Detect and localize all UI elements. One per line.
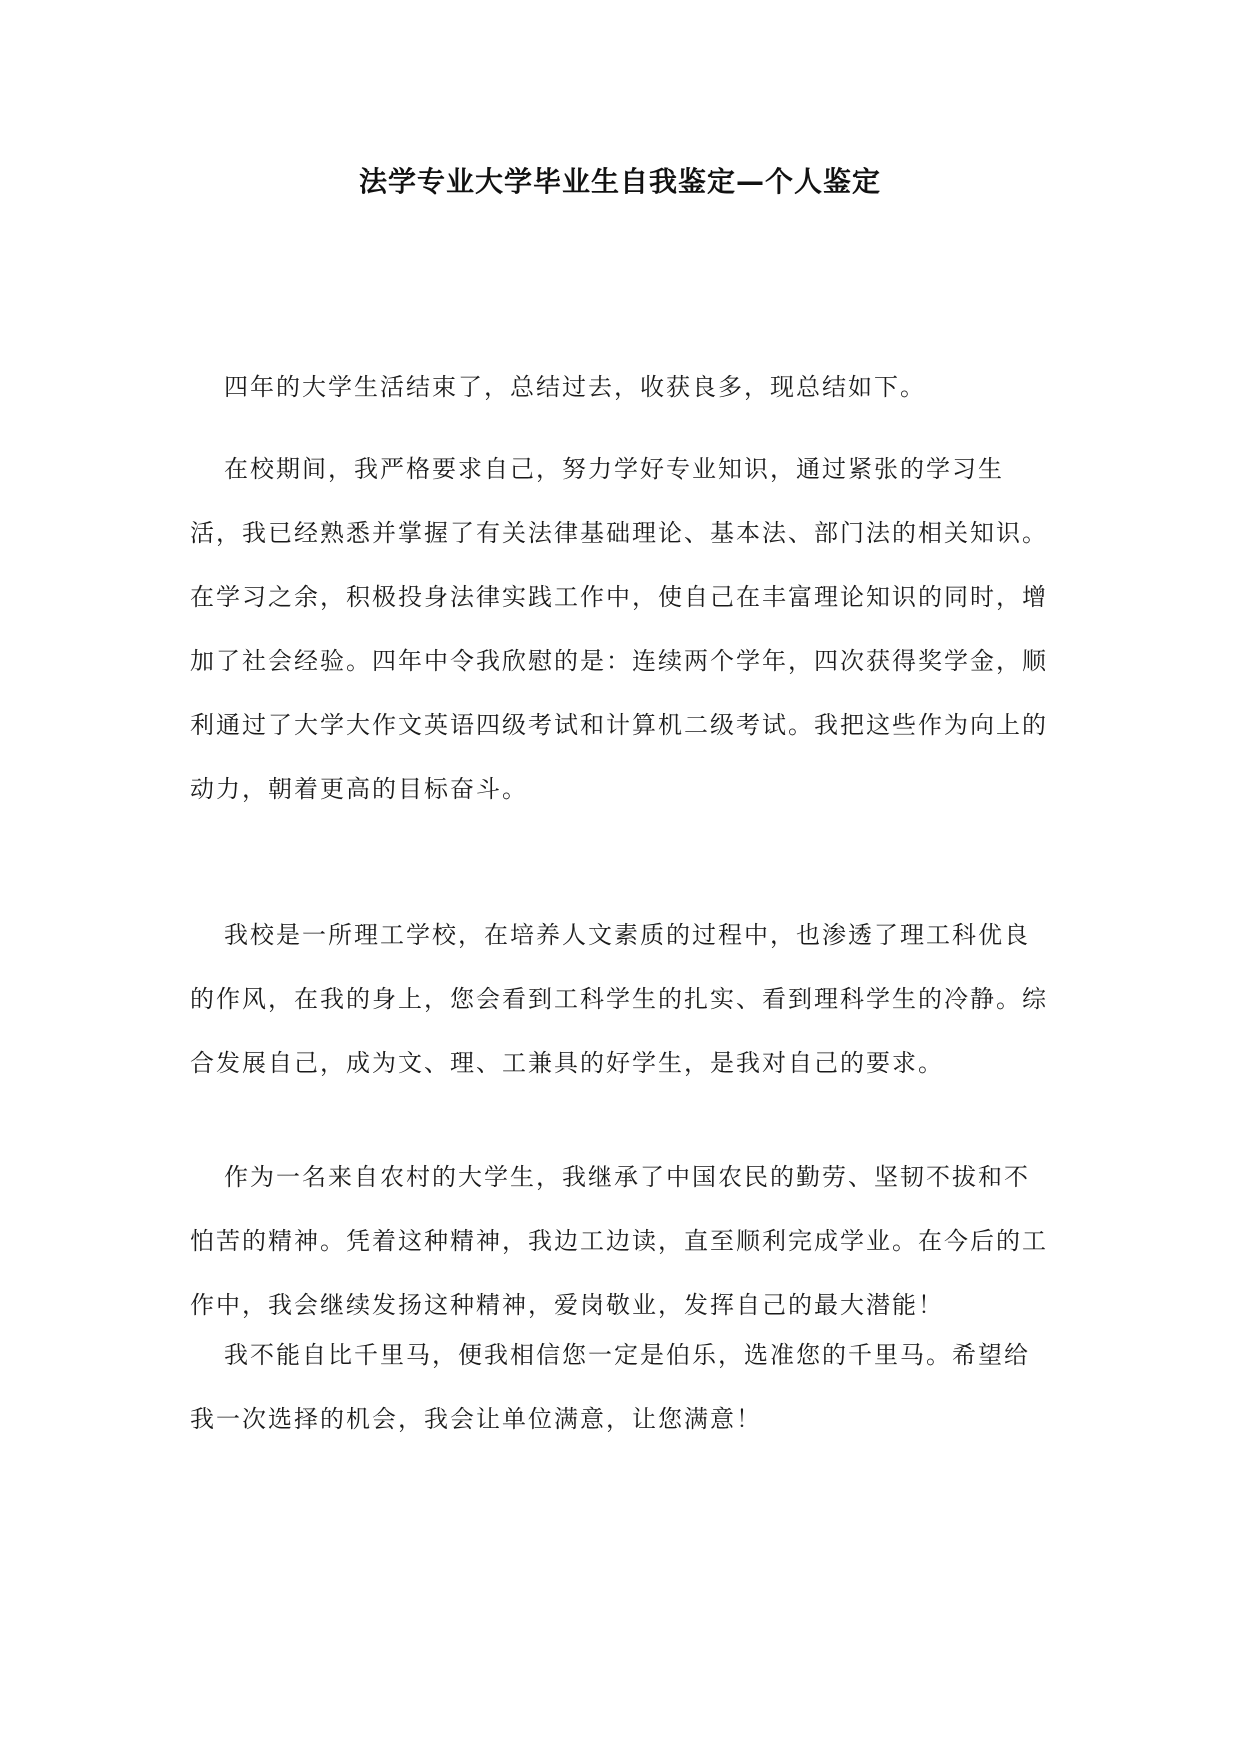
paragraph-school-character: 我校是一所理工学校，在培养人文素质的过程中，也渗透了理工科优良的作风，在我的身上，您会看到工科学生的扎实、看到理科学生的冷静。综合发展自己，成为文、理、工兼具的好学生，是我对自己的要求。 [190,921,1048,1077]
paragraph-summary-intro: 四年的大学生活结束了，总结过去，收获良多，现总结如下。 [224,373,926,401]
document-title: 法学专业大学毕业生自我鉴定—个人鉴定 [358,165,881,198]
paragraph-rural-spirit: 作为一名来自农村的大学生，我继承了中国农民的勤劳、坚韧不拔和不怕苦的精神。凭着这种精神，我边工边读，直至顺利完成学业。在今后的工作中，我会继续发扬这种精神，爱岗敬业，发挥自己的最大潜能！ [190,1163,1048,1319]
paragraph-closing-request: 我不能自比千里马，便我相信您一定是伯乐，选准您的千里马。希望给我一次选择的机会，我会让单位满意，让您满意！ [190,1341,1030,1433]
paragraph-study-achievements: 在校期间，我严格要求自己，努力学好专业知识，通过紧张的学习生活，我已经熟悉并掌握了有关法律基础理论、基本法、部门法的相关知识。在学习之余，积极投身法律实践工作中，使自己在丰富理论知识的同时，增加了社会经验。四年中令我欣慰的是：连续两个学年，四次获得奖学金，顺利通过了大学大作文英语四级考试和计算机二级考试。我把这些作为向上的动力，朝着更高的目标奋斗。 [190,455,1048,803]
